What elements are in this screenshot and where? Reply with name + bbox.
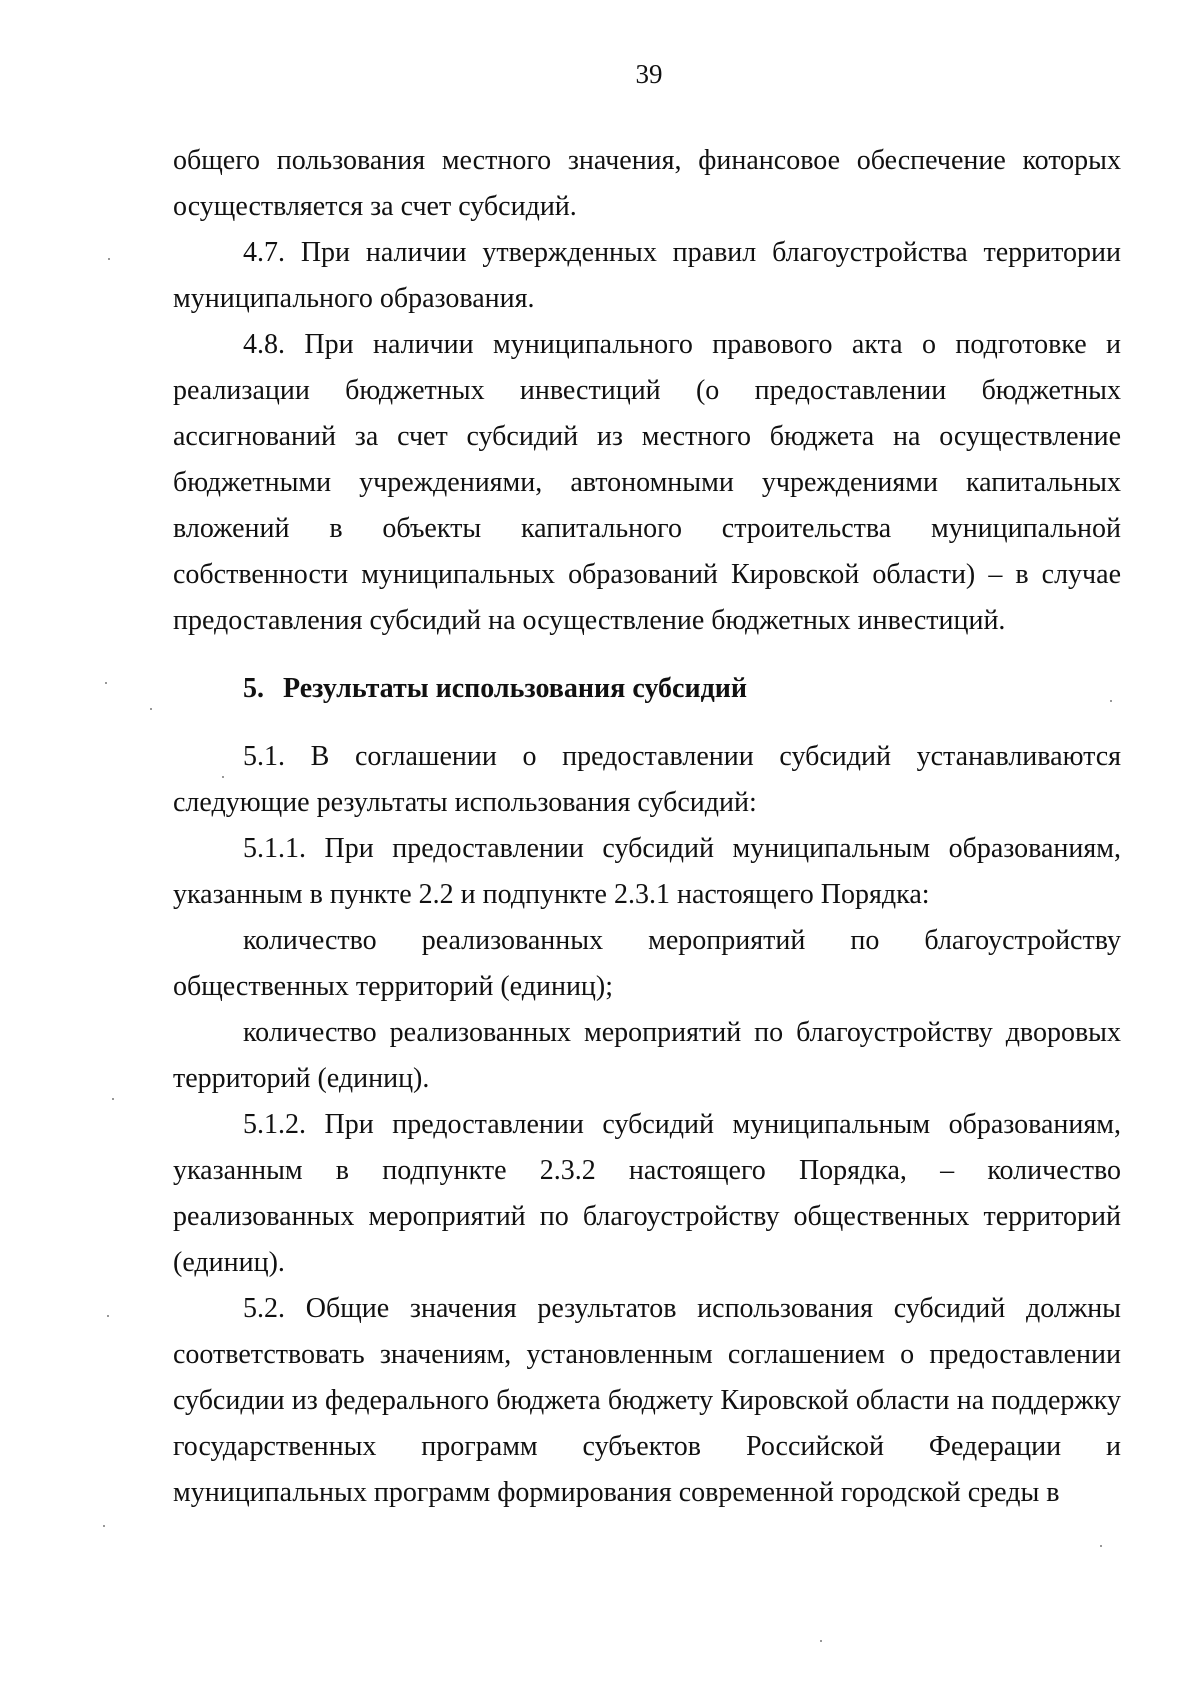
scan-speck	[1110, 700, 1112, 702]
paragraph-5-1-2: 5.1.2. При предоставлении субсидий муниципальным образованиям, указанным в подпункте 2.3.2 настоящего Порядка, – количество реализованных мероприятий по благоустройству общественных территорий (единиц).	[173, 1109, 1121, 1278]
scan-speck	[103, 1525, 105, 1527]
scan-speck	[1100, 1545, 1102, 1547]
section-number: 5.	[243, 673, 264, 704]
paragraph-4-7: 4.7. При наличии утвержденных правил благоустройства территории муниципального образования.	[173, 237, 1121, 314]
scan-speck	[150, 708, 152, 710]
scan-speck	[222, 776, 224, 778]
scan-speck	[105, 682, 107, 684]
document-body	[173, 138, 1121, 1516]
paragraph-continuation: общего пользования местного значения, финансовое обеспечение которых осуществляется за счет субсидий.	[173, 145, 1121, 222]
scan-speck	[108, 258, 110, 260]
paragraph-4-8: 4.8. При наличии муниципального правового акта о подготовке и реализации бюджетных инвестиций (о предоставлении бюджетных ассигнований за счет субсидий из местного бюджета на осуществление бюджетными учреждениями, автономными учреждениями капитальных вложений в объекты капитального строительства муниципальной собственности муниципальных образований Кировской области) – в случае предоставления субсидий на осуществление бюджетных инвестиций.	[173, 329, 1121, 636]
scan-speck	[112, 1098, 114, 1100]
section-heading	[173, 666, 1121, 712]
paragraph-5-1-1-public-territories: количество реализованных мероприятий по благоустройству общественных территорий (единиц);	[173, 925, 1121, 1002]
paragraph-5-1-1: 5.1.1. При предоставлении субсидий муниципальным образованиям, указанным в пункте 2.2 и подпункте 2.3.1 настоящего Порядка:	[173, 833, 1121, 910]
paragraph-5-1-1-courtyard-territories: количество реализованных мероприятий по благоустройству дворовых территорий (единиц).	[173, 1017, 1121, 1094]
scan-speck	[107, 1315, 109, 1317]
section-title: Результаты использования субсидий	[283, 673, 748, 704]
paragraph-5-2: 5.2. Общие значения результатов использования субсидий должны соответствовать значениям, установленным соглашением о предоставлении субсидии из федерального бюджета бюджету Кировской области на поддержку государственных программ субъектов Российской Федерации и муниципальных программ формирования современной городской среды в	[173, 1293, 1121, 1508]
page-number: 39	[635, 59, 663, 89]
scan-speck	[820, 1640, 822, 1642]
paragraph-5-1: 5.1. В соглашении о предоставлении субсидий устанавливаются следующие результаты использования субсидий:	[173, 741, 1121, 818]
